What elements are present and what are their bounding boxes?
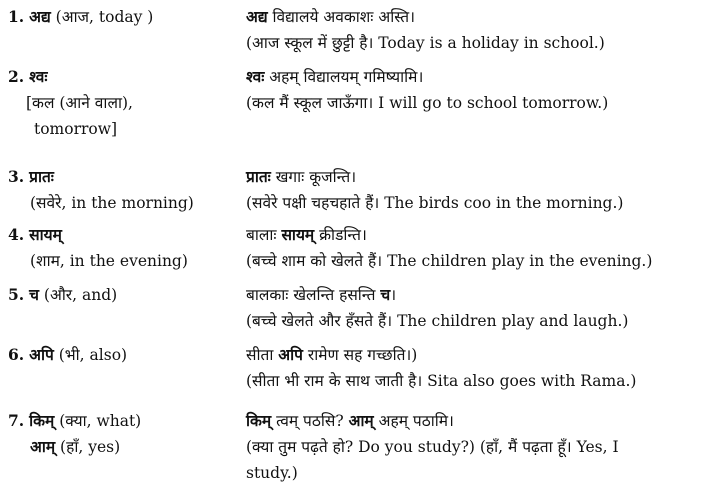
entry-number: 4.	[8, 225, 25, 244]
entry-7-word-col	[8, 408, 240, 460]
entry-word: च	[29, 285, 39, 304]
entry-2-word-col	[8, 64, 240, 142]
example-translation: (बच्चे शाम को खेलते हैं। The children play in the evening.)	[246, 252, 653, 270]
entry-number: 2.	[8, 67, 25, 86]
entry-number: 5.	[8, 285, 25, 304]
entry-6-word-col	[8, 342, 240, 368]
example-translation: (क्या तुम पढ़ते हो? Do you study?) (हाँ, मैं पढ़ता हूँ। Yes, I	[246, 438, 619, 456]
entry-word: सायम्	[29, 225, 62, 244]
entry-2-example-col	[246, 64, 706, 116]
entry-word-2: आम्	[30, 437, 56, 456]
entry-gloss: (शाम, in the evening)	[30, 252, 188, 270]
entry-4-example-col	[246, 222, 706, 274]
entry-word: श्वः	[29, 67, 48, 86]
example-translation: (कल मैं स्कूल जाऊँगा। I will go to school tomorrow.)	[246, 94, 609, 112]
entry-1-word-col	[8, 4, 240, 30]
entry-gloss: (क्या, what)	[54, 412, 142, 430]
entry-gloss: (भी, also)	[53, 346, 128, 364]
entry-7-example-col	[246, 408, 706, 486]
example-translation: (सवेरे पक्षी चहचहाते हैं। The birds coo in the morning.)	[246, 194, 624, 212]
entry-4-word-col	[8, 222, 240, 274]
entry-gloss: (और, and)	[38, 286, 118, 304]
entry-gloss: (आज, today )	[50, 8, 154, 26]
entry-gloss-cont: tomorrow]	[34, 120, 118, 138]
entry-word: अपि	[29, 345, 54, 364]
entry-word: अद्य	[29, 7, 51, 26]
entry-gloss: (सवेरे, in the morning)	[30, 194, 194, 212]
entry-number: 1.	[8, 7, 25, 26]
entry-number: 3.	[8, 167, 25, 186]
example-sentence: सीता अपि रामेण सह गच्छति।)	[246, 345, 418, 364]
entry-3-example-col	[246, 164, 706, 216]
entry-word: प्रातः	[29, 167, 54, 186]
example-sentence: श्वः अहम् विद्यालयम् गमिष्यामि।	[246, 67, 424, 86]
example-sentence: प्रातः खगाः कूजन्ति।	[246, 167, 357, 186]
entry-3-word-col	[8, 164, 240, 216]
example-sentence: अद्य विद्यालये अवकाशः अस्ति।	[246, 7, 415, 26]
example-translation: (सीता भी राम के साथ जाती है। Sita also goes with Rama.)	[246, 372, 637, 390]
entry-number: 7.	[8, 411, 25, 430]
entry-gloss-2: (हाँ, yes)	[55, 438, 121, 456]
example-sentence: बालाः सायम् क्रीडन्ति।	[246, 225, 367, 244]
entry-5-example-col	[246, 282, 706, 334]
example-translation-cont: study.)	[246, 464, 298, 482]
entry-6-example-col	[246, 342, 706, 394]
entry-5-word-col	[8, 282, 240, 308]
entry-number: 6.	[8, 345, 25, 364]
example-sentence: बालकाः खेलन्ति हसन्ति च।	[246, 285, 397, 304]
example-sentence: किम् त्वम् पठसि? आम् अहम् पठामि।	[246, 411, 454, 430]
entry-word: किम्	[29, 411, 55, 430]
entry-1-example-col	[246, 4, 706, 56]
example-translation: (आज स्कूल में छुट्टी है। Today is a holiday in school.)	[246, 34, 605, 52]
entry-gloss: [कल (आने वाला),	[26, 94, 133, 112]
example-translation: (बच्चे खेलते और हँसते हैं। The children play and laugh.)	[246, 312, 629, 330]
